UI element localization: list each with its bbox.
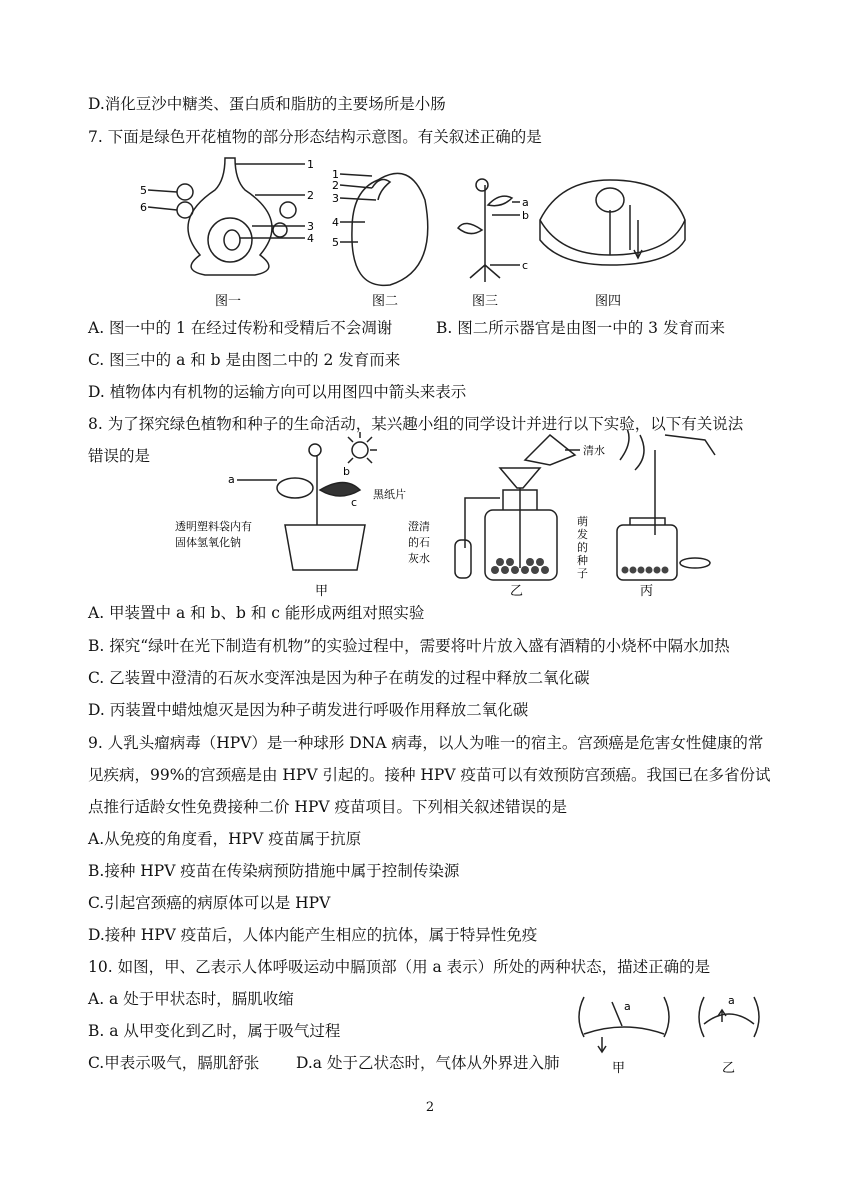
option-9a: A.从免疫的角度看，HPV 疫苗属于抗原 xyxy=(88,830,362,848)
caption-jia: 甲 xyxy=(315,584,329,599)
question-9-cont: 点推行适龄女性免费接种二价 HPV 疫苗项目。下列相关叙述错误的是 xyxy=(88,798,567,816)
fig2-label: 2 xyxy=(332,179,339,192)
option-9d: D.接种 HPV 疫苗后，人体内能产生相应的抗体，属于特异性免疫 xyxy=(88,926,538,944)
option-10b: B. a 从甲变化到乙时，属于吸气过程 xyxy=(88,1022,341,1040)
option-8b: B. 探究“绿叶在光下制造有机物”的实验过程中，需要将叶片放入盛有酒精的小烧杯中隔水加热 xyxy=(88,637,730,655)
caption-fig4: 图四 xyxy=(595,294,622,309)
option-8c: C. 乙装置中澄清的石灰水变浑浊是因为种子在萌发的过程中释放二氧化碳 xyxy=(88,669,590,687)
option-10d: D.a 处于乙状态时，气体从外界进入肺 xyxy=(296,1054,560,1072)
caption-fig3: 图三 xyxy=(472,294,499,309)
fig1-label: 4 xyxy=(307,232,314,245)
bag-label-2: 固体氢氧化钠 xyxy=(175,536,241,549)
option-9b: B.接种 HPV 疫苗在传染病预防措施中属于控制传染源 xyxy=(88,862,460,880)
option-7a: A. 图一中的 1 在经过传粉和受精后不会凋谢 xyxy=(88,319,393,337)
fig1-label: 3 xyxy=(307,220,314,233)
seeds-label: 发 xyxy=(577,528,588,541)
caption-fig1: 图一 xyxy=(215,294,242,309)
fig2-label: 1 xyxy=(332,168,339,181)
fig10-label-a: a xyxy=(624,1000,631,1013)
fig2-label: 4 xyxy=(332,216,339,229)
caption-bing: 丙 xyxy=(640,584,654,599)
fig3-label: a xyxy=(522,196,529,209)
fig3-label: c xyxy=(522,259,529,272)
fig1-label: 2 xyxy=(307,189,314,202)
question-9: 9. 人乳头瘤病毒（HPV）是一种球形 DNA 病毒，以人为唯一的宿主。宫颈癌是危害女性健康的常 xyxy=(88,734,764,752)
fig1-label: 1 xyxy=(307,158,314,171)
clear-water-label: 清水 xyxy=(583,444,605,457)
label-b: b xyxy=(343,465,350,478)
option-10c: C.甲表示吸气，膈肌舒张 xyxy=(88,1054,260,1072)
figure-8 xyxy=(165,430,725,600)
seeds-label: 子 xyxy=(577,567,588,580)
option-9c: C.引起宫颈癌的病原体可以是 HPV xyxy=(88,894,331,912)
seeds-label: 的 xyxy=(577,541,588,554)
caption-yi: 乙 xyxy=(722,1061,736,1076)
option-10a: A. a 处于甲状态时，膈肌收缩 xyxy=(88,990,294,1008)
option-8d: D. 丙装置中蜡烛熄灭是因为种子萌发进行呼吸作用释放二氧化碳 xyxy=(88,701,529,719)
question-8: 8. 为了探究绿色植物和种子的生命活动，某兴趣小组的同学设计并进行以下实验，以下有关说法 xyxy=(88,415,744,433)
label-a: a xyxy=(228,473,235,486)
bag-label-1: 透明塑料袋内有 xyxy=(175,520,252,533)
label-c: c xyxy=(351,496,358,509)
seeds-label: 萌 xyxy=(577,515,588,528)
fig2-label: 5 xyxy=(332,236,339,249)
fig2-label: 3 xyxy=(332,192,339,205)
limewater-label: 的石 xyxy=(408,536,430,549)
fig1-label: 6 xyxy=(140,201,147,214)
caption-yi: 乙 xyxy=(510,584,524,599)
fig10-label-a: a xyxy=(728,994,735,1007)
page-number: 2 xyxy=(425,1100,435,1115)
question-8-cont: 错误的是 xyxy=(88,447,151,465)
option-7b: B. 图二所示器官是由图一中的 3 发育而来 xyxy=(436,319,725,337)
fig3-label: b xyxy=(522,209,529,222)
option-7d: D. 植物体内有机物的运输方向可以用图四中箭头来表示 xyxy=(88,383,467,401)
question-7: 7. 下面是绿色开花植物的部分形态结构示意图。有关叙述正确的是 xyxy=(88,128,542,146)
limewater-label: 灰水 xyxy=(408,552,430,565)
caption-jia: 甲 xyxy=(612,1061,626,1076)
seeds-label: 种 xyxy=(577,554,588,567)
black-paper-label: 黑纸片 xyxy=(373,488,406,501)
limewater-label: 澄清 xyxy=(408,520,430,533)
fig1-label: 5 xyxy=(140,184,147,197)
figure-7 xyxy=(140,150,700,310)
text-line: D.消化豆沙中糖类、蛋白质和脂肪的主要场所是小肠 xyxy=(88,95,446,113)
figure-10 xyxy=(572,982,762,1082)
caption-fig2: 图二 xyxy=(372,294,399,309)
option-8a: A. 甲装置中 a 和 b、b 和 c 能形成两组对照实验 xyxy=(88,604,425,622)
option-7c: C. 图三中的 a 和 b 是由图二中的 2 发育而来 xyxy=(88,351,401,369)
question-9-cont: 见疾病，99%的宫颈癌是由 HPV 引起的。接种 HPV 疫苗可以有效预防宫颈癌。我国已在多省份试 xyxy=(88,766,771,784)
question-10: 10. 如图，甲、乙表示人体呼吸运动中膈顶部（用 a 表示）所处的两种状态，描述正确的是 xyxy=(88,958,711,976)
